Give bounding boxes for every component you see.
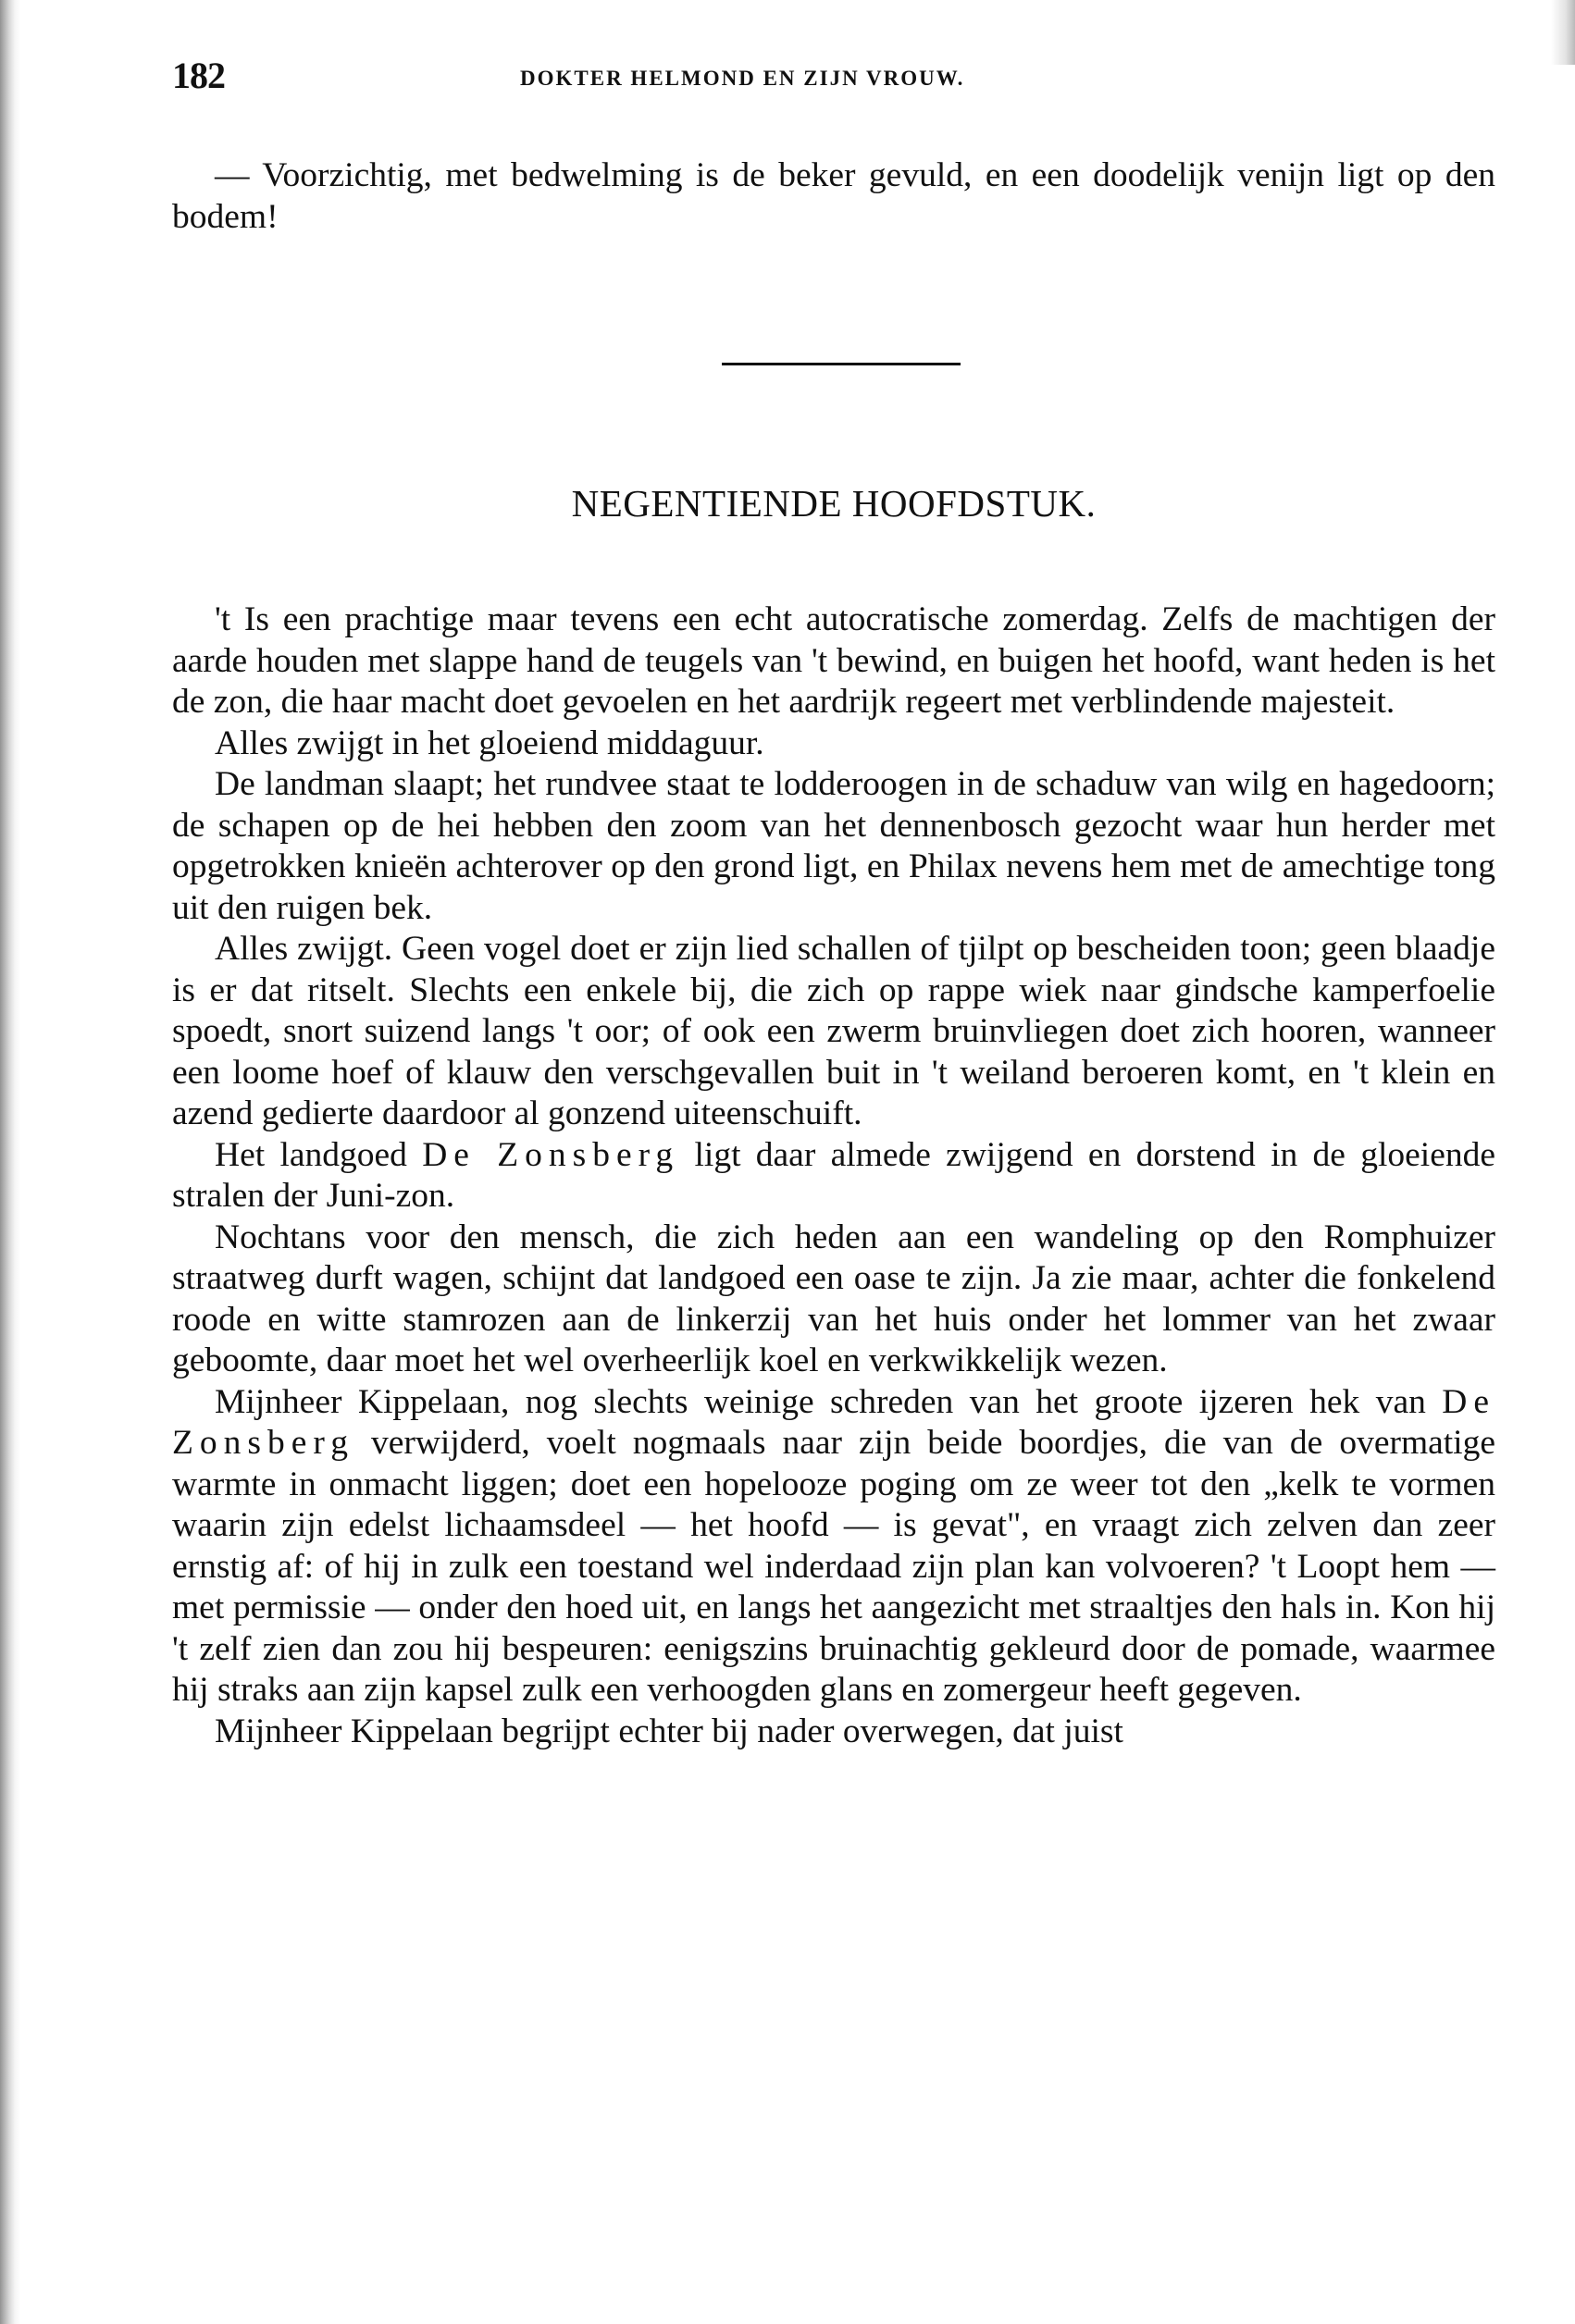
page-number: 182 xyxy=(172,55,225,96)
paragraph-5-start: Het landgoed xyxy=(215,1135,407,1174)
paragraph-6: Nochtans voor den mensch, die zich heden aan een wandeling op den Romphuizer straatweg durft wagen, schijnt dat landgoed een oase te zijn. Ja zie maar, achter die fonkelend roode en witte stamrozen aan de linkerzij van het huis onder het lommer van het zwaar geboomte, daar moet het wel overheerlijk koel en verkwikkelijk wezen. xyxy=(172,1218,1495,1379)
estate-name: De Zonsberg xyxy=(172,1382,1495,1462)
running-head xyxy=(172,54,1495,100)
paragraph-7-start: Mijnheer Kippelaan, nog slechts weinige schreden van het groote ijzeren hek van xyxy=(215,1382,1426,1421)
intro-quote: — Voorzichtig, met bedwelming is de beker gevuld, en een doodelijk venijn ligt op den bodem! xyxy=(172,156,1495,236)
estate-name: De Zonsberg xyxy=(422,1135,680,1174)
chapter-body xyxy=(172,600,1495,1752)
paragraph-4: Alles zwijgt. Geen vogel doet er zijn lied schallen of tjilpt op bescheiden toon; geen blaadje is er dat ritselt. Slechts een enkele bij, die zich op rappe wiek naar gindsche kamperfoelie spoedt, snort suizend langs 't oor; of ook een zwerm bruinvliegen doet zich hooren, wanneer een loome hoef of klauw den verschgevallen buit in 't weiland beroeren komt, en 't klein en azend gedierte daardoor al gonzend uiteenschuift. xyxy=(172,930,1495,1132)
chapter-heading: NEGENTIENDE HOOFDSTUK. xyxy=(571,482,1097,525)
scan-corner-shadow xyxy=(1551,0,1575,65)
scan-edge-shadow xyxy=(0,0,20,2324)
paragraph-7 xyxy=(172,1382,1495,1712)
running-title: DOKTER HELMOND EN ZIJN VROUW. xyxy=(520,67,965,90)
paragraph-8: Mijnheer Kippelaan begrijpt echter bij nader overwegen, dat juist xyxy=(215,1712,1123,1750)
section-divider xyxy=(722,363,961,365)
intro-quote-block xyxy=(172,155,1495,238)
paragraph-2: Alles zwijgt in het gloeiend middaguur. xyxy=(215,723,764,762)
paragraph-5 xyxy=(172,1135,1495,1218)
paragraph-5-end: ligt daar almede zwijgend en dorstend in de gloeiende stralen der Juni-zon. xyxy=(172,1135,1495,1215)
paragraph-1: 't Is een prachtige maar tevens een echt autocratische zomerdag. Zelfs de machtigen der aarde houden met slappe hand de teugels van 't bewind, en buigen het hoofd, want heden is het de zon, die haar macht doet gevoelen en het aardrijk regeert met verblindende majesteit. xyxy=(172,600,1495,721)
paragraph-3: De landman slaapt; het rundvee staat te lodderoogen in de schaduw van wilg en hagedoorn; de schapen op de hei hebben den zoom van het dennenbosch gezocht waar hun herder met opgetrokken knieën achterover op den grond ligt, en Philax nevens hem met de amechtige tong uit den ruigen bek. xyxy=(172,765,1495,927)
paragraph-7-end: verwijderd, voelt nogmaals naar zijn beide boordjes, die van de overmatige warmte in onmacht liggen; doet een hopelooze poging om ze weer tot den „kelk te vormen waarin zijn edelst lichaamsdeel — het hoofd — is gevat", en vraagt zich zelven dan zeer ernstig af: of hij in zulk een toestand wel inderdaad zijn plan kan volvoeren? 't Loopt hem — met permissie — onder den hoed uit, en langs het aangezicht met straaltjes den hals in. Kon hij 't zelf zien dan zou hij bespeuren: eenigszins bruinachtig gekleurd door de pomade, waarmee hij straks aan zijn kapsel zulk een verhoogden glans en zomergeur heeft gegeven. xyxy=(172,1424,1495,1709)
